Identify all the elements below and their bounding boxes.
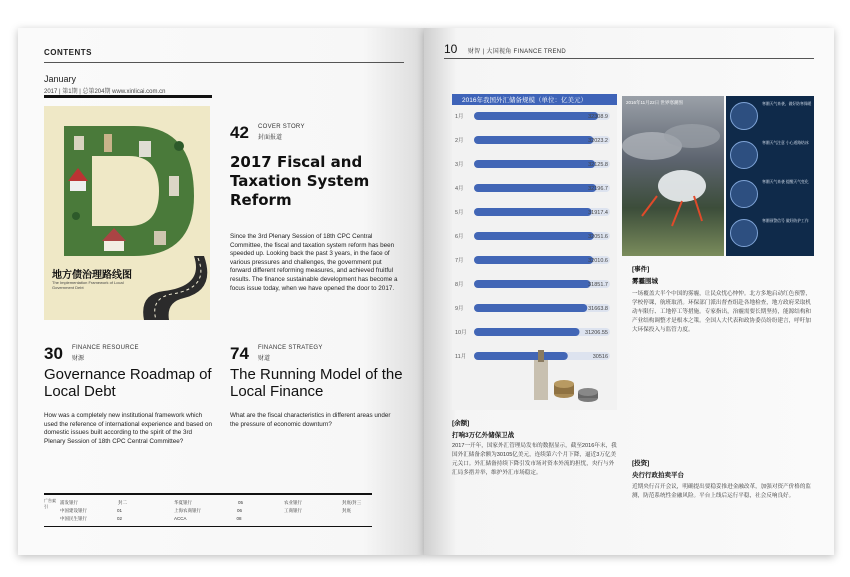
finance-resource-title[interactable]: Governance Roadmap of Local Debt <box>44 366 212 400</box>
finance-resource-section: FINANCE RESOURCE <box>72 345 139 351</box>
coins-illustration <box>524 348 614 410</box>
ad-index-page: 05 <box>238 500 244 505</box>
finance-resource-page-number: 30 <box>44 344 63 363</box>
bar-category-label: 9月 <box>455 306 464 312</box>
ad-index-name: 中国建设银行 <box>60 508 87 513</box>
finance-resource-summary: How was a completely new institutional framework which used the reference of international experience and based on domestic issues built according to the spirit of the 3rd Plenary Session of 18th CPC Central Committee? <box>44 412 213 445</box>
ad-index-name: 浦发银行 <box>60 500 78 505</box>
issue-month: January <box>44 74 77 84</box>
finance-resource-section-cn: 财源 <box>72 356 85 362</box>
bar <box>474 208 592 216</box>
bar-value-label: 32196.7 <box>588 186 608 192</box>
page-number: 10 <box>444 42 458 56</box>
ad-index <box>44 493 372 527</box>
ad-index-name: 上海农商银行 <box>174 508 201 513</box>
cover-story-title[interactable]: 2017 Fiscal and Taxation System Reform <box>230 153 370 209</box>
ad-index-page: 封二 <box>118 500 127 505</box>
cover-subtitle: The Implementation Framework of Local Government Debt <box>52 280 124 290</box>
finance-strategy-section-cn: 财道 <box>258 356 271 362</box>
bar-value-label: 32051.6 <box>588 234 608 240</box>
panel-item-text: 寒潮天气来袭，做好防寒保暖 <box>762 102 812 106</box>
finance-strategy-title[interactable]: The Running Model of the Local Finance <box>230 366 403 400</box>
weather-photo <box>622 96 724 256</box>
bar <box>474 280 590 288</box>
bar-value-label: 31851.7 <box>588 282 608 288</box>
snowflake-icon <box>730 102 758 130</box>
bar-value-label: 32010.6 <box>588 258 608 264</box>
bar-chart-canvas <box>452 105 617 375</box>
article-title[interactable]: 央行行政拍卖平台 <box>632 472 684 479</box>
panel-item-text: 寒潮天气来袭 提醒天气变化 <box>762 180 809 184</box>
bar <box>474 184 596 192</box>
cover-story-page-number: 42 <box>230 123 249 142</box>
ad-index-heading: 广告索引 <box>44 498 56 509</box>
cover-image <box>44 106 210 320</box>
finance-strategy-section: FINANCE STRATEGY <box>258 345 323 351</box>
ad-index-page: 02 <box>117 516 123 521</box>
page-header: 财智 | 大国视角 FINANCE TREND <box>468 49 567 55</box>
right-page <box>424 28 834 555</box>
cover-title: 地方债治理路线图 <box>52 270 132 281</box>
bar-category-label: 6月 <box>455 234 464 240</box>
ad-index-name: 中国民生银行 <box>60 516 87 521</box>
ad-index-page: 封底/封三 <box>342 500 362 505</box>
photo-caption: 2016年11月22日 世界寒潮图 <box>626 100 683 105</box>
bar <box>474 328 580 336</box>
bar-category-label: 5月 <box>455 210 464 216</box>
ad-index-page: 封底 <box>342 508 351 513</box>
ad-index-name: 华夏银行 <box>174 500 192 505</box>
bar-value-label: 32308.9 <box>588 114 608 120</box>
ad-index-entry <box>284 499 361 507</box>
ad-index-column-1 <box>60 499 127 523</box>
contents-header: CONTENTS <box>44 48 92 57</box>
cover-story-summary: Since the 3rd Plenary Session of 18th CPC Central Committee, the fiscal and taxation system reform has been speeded up. Looking back the past 3 years, in the face of various pressures and challenges, the government put forward different reforming measures, and achieved fruitful results. The finance sustainable development has become a focus issue today, when we have opened the door to 2017. <box>230 233 398 292</box>
issue-rule <box>44 95 212 98</box>
header-rule <box>444 58 814 59</box>
wind-icon <box>730 219 758 247</box>
panel-item <box>728 176 814 212</box>
bar-category-label: 11月 <box>455 354 467 360</box>
panel-item <box>728 137 814 173</box>
weather-info-panel <box>726 96 814 256</box>
bar-category-label: 1月 <box>455 114 464 120</box>
panel-item-text: 寒潮天气注意 小心道路结冰 <box>762 141 809 145</box>
finance-strategy-summary: What are the fiscal characteristics in different areas under the pressure of economic downturn? <box>230 412 391 428</box>
header-rule <box>44 62 404 63</box>
bar-value-label: 30516 <box>592 354 608 360</box>
bar <box>474 256 593 264</box>
ad-index-name: ACCA <box>174 516 187 521</box>
bar-category-label: 4月 <box>455 186 464 192</box>
ad-index-entry <box>60 515 127 523</box>
ad-index-name: 工商银行 <box>284 508 302 513</box>
article-body: 一场覆盖大半个中国的雾霾，让民众忧心忡忡。北方多地启动红色预警，学校停课，航班取消。环保部门派出督查组赴各地检查，地方政府采取机动车限行、工地停工等措施。专家指出，治霾需要长期坚持，能源结构和产业结构调整才是根本之策。全国人大代表和政协委员纷纷建言，呼吁加大环保投入与监管力度。 <box>632 291 812 333</box>
article-title[interactable]: 打响3万亿外储保卫战 <box>452 432 515 439</box>
cover-story-section-cn: 封面报道 <box>258 135 283 141</box>
article-tag: [事件] <box>632 266 650 273</box>
magazine-spread <box>18 28 834 555</box>
bar-value-label: 32023.2 <box>588 138 608 144</box>
bar <box>474 160 595 168</box>
ad-index-column-2 <box>174 499 243 523</box>
article-tag: [余额] <box>452 420 470 427</box>
rain-icon <box>730 180 758 208</box>
ad-index-page: 06 <box>237 508 243 513</box>
bar <box>474 304 587 312</box>
bar-value-label: 31663.8 <box>588 306 608 312</box>
ad-index-entry <box>60 499 127 507</box>
bar-value-label: 31206.55 <box>585 330 608 336</box>
bar-category-label: 8月 <box>455 282 464 288</box>
ad-index-entry <box>174 499 243 507</box>
article-body: 近期央行召开会议，明确提出要稳妥推进金融改革，加强对资产价格的监测，防范系统性金融风险。平台上线后运行平稳，社会反响良好。 <box>632 484 812 499</box>
ad-index-entry <box>284 507 361 515</box>
bar-category-label: 3月 <box>455 162 464 168</box>
cloud-icon <box>730 141 758 169</box>
bar-value-label: 32125.8 <box>588 162 608 168</box>
issue-info: 2017 | 第1期 | 总第204期 www.xinlicai.com.cn <box>44 89 166 95</box>
bar-category-label: 10月 <box>455 330 467 336</box>
bar <box>474 232 594 240</box>
article-body: 2017一开年，国家外汇管理局发布的数据显示，截至2016年末，我国外汇储备余额为30105亿美元，连续第六个月下降，逼近3万亿美元关口。外汇储备持续下降引发市场对资本外流的担忧，央行与外汇局多措并举，维护外汇市场稳定。 <box>452 443 617 476</box>
ad-index-page: 08 <box>236 516 242 521</box>
finance-strategy-page-number: 74 <box>230 344 249 363</box>
bar <box>474 112 598 120</box>
panel-item-text: 寒潮预警信号 做好防护工作 <box>762 219 809 223</box>
ad-index-column-3 <box>284 499 361 515</box>
bar-category-label: 7月 <box>455 258 464 264</box>
left-page <box>18 28 424 555</box>
ad-index-entry <box>174 507 243 515</box>
chart-title-bar <box>452 94 617 105</box>
panel-item <box>728 98 814 134</box>
chart-title: 2016年我国外汇储备规模（单位：亿美元） <box>462 97 587 104</box>
storm-graphic <box>622 96 724 256</box>
ad-index-entry <box>60 507 127 515</box>
bar-category-label: 2月 <box>455 138 464 144</box>
ad-index-entry <box>174 515 243 523</box>
ad-index-page: 01 <box>117 508 123 513</box>
bar-value-label: 31917.4 <box>588 210 608 216</box>
cover-story-section: COVER STORY <box>258 124 305 130</box>
panel-item <box>728 215 814 251</box>
article-title[interactable]: 雾霾围城 <box>632 278 658 285</box>
article-tag: [投资] <box>632 460 650 467</box>
bar <box>474 136 593 144</box>
ad-index-name: 农业银行 <box>284 500 302 505</box>
